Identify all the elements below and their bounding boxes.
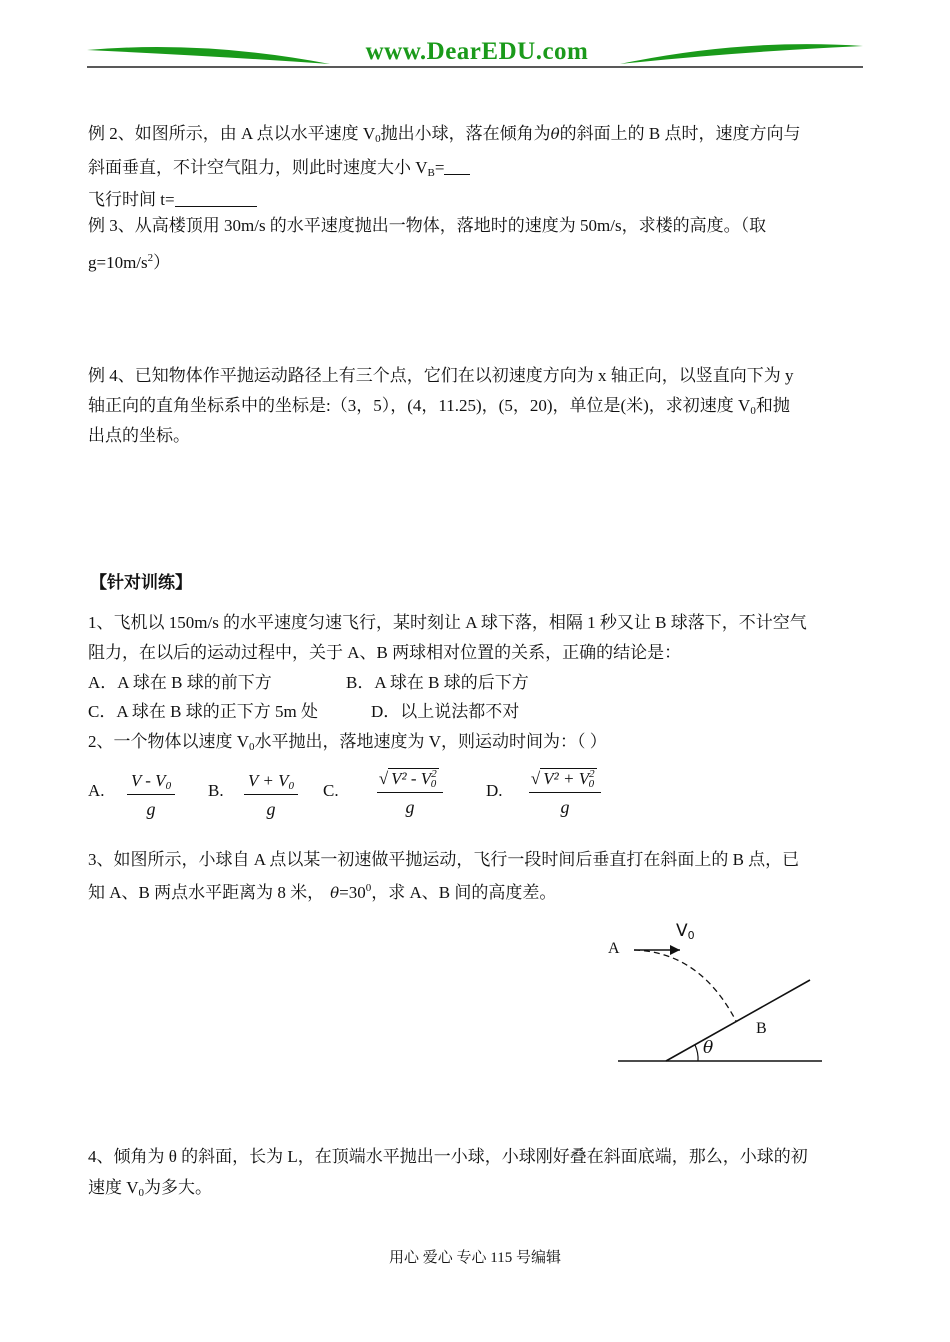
theta-symbol: θ — [330, 884, 340, 902]
ex2-text: 例 2、如图所示，由 A 点以水平速度 V — [88, 124, 376, 143]
q2-option-a-label[interactable]: A. — [88, 781, 105, 800]
angle-arc — [695, 1045, 698, 1061]
square-superscript: 2 — [147, 252, 154, 264]
ex3-text: g=10m/s — [88, 253, 148, 272]
ex2-text: 抛出小球，落在倾角为 — [380, 124, 551, 143]
left-swoosh — [87, 47, 330, 64]
ex2-line1 — [88, 122, 801, 151]
point-a-label: A — [608, 940, 620, 957]
arrow-head-icon — [670, 945, 680, 955]
v0-label: $V_0$ — [676, 921, 695, 942]
degree-superscript: 0 — [365, 882, 372, 894]
q2-option-c-label[interactable]: C. — [323, 781, 339, 800]
sqrt-icon: √ — [378, 769, 389, 788]
ex4-text: 轴正向的直角坐标系中的坐标是:（3，5），(4，11.25)，(5，20)，单位是(米)，求初速度 V — [88, 396, 751, 415]
q4-line1: 4、倾角为 θ 的斜面，长为 L，在顶端水平抛出一小球，小球刚好叠在斜面底端，那么，小球的初 — [88, 1147, 808, 1166]
fraction-denominator: g — [266, 799, 276, 819]
q4-line2 — [88, 1176, 212, 1205]
right-swoosh — [620, 44, 863, 64]
q3-text: ，求 A、B 间的高度差。 — [371, 883, 557, 902]
q3-line2 — [88, 876, 556, 905]
q1-line1: 1、飞机以 150m/s 的水平速度匀速飞行，某时刻让 A 球下落，相隔 1 秒又让 B 球落下，不计空气 — [88, 613, 807, 632]
fraction-numerator: V - $V_0$ — [127, 771, 175, 795]
fraction-numerator: $V + V_0$ — [244, 771, 298, 795]
ex4-line3: 出点的坐标。 — [88, 426, 190, 445]
ex3-text: ） — [153, 253, 171, 272]
q4-text: 速度 V — [88, 1178, 139, 1197]
ex4-line1: 例 4、已知物体作平抛运动路径上有三个点，它们在以初速度方向为 x 轴正向，以竖直向下为 y — [88, 366, 794, 385]
sqrt-icon: √ — [530, 769, 541, 788]
q2-option-b-label[interactable]: B. — [208, 781, 224, 800]
q1-option-d[interactable]: D．以上说法都不对 — [371, 702, 520, 721]
q1-line2: 阻力，在以后的运动过程中，关于 A、B 两球相对位置的关系，正确的结论是： — [88, 643, 682, 662]
vb-subscript: B — [427, 167, 435, 179]
point-b-label: B — [756, 1020, 767, 1037]
q1-option-b[interactable]: B．A 球在 B 球的后下方 — [346, 673, 529, 692]
q4-text: 为多大。 — [144, 1178, 213, 1197]
q2-option-d-label[interactable]: D. — [486, 781, 503, 800]
ex2-text: 飞行时间 t= — [88, 190, 175, 209]
theta-symbol: θ — [550, 125, 560, 143]
v0-subscript: 0 — [249, 741, 255, 753]
incline-figure-svg — [600, 918, 830, 1068]
q2-text: 2、一个物体以速度 V — [88, 732, 250, 751]
trajectory-curve — [634, 950, 736, 1021]
q2-option-a-fraction[interactable] — [118, 771, 184, 820]
answer-blank[interactable] — [444, 158, 470, 175]
site-name: www.DearEDU.com — [365, 38, 589, 65]
angle-theta-label: θ — [703, 1038, 714, 1058]
q1-option-a[interactable]: A．A 球在 B 球的前下方 — [88, 673, 272, 692]
q3-text: =30 — [339, 883, 366, 902]
ex4-line2 — [88, 394, 790, 423]
ex2-text: 斜面垂直，不计空气阻力，则此时速度大小 V — [88, 158, 428, 177]
q2-text: 水平抛出，落地速度为 V，则运动时间为：（ ） — [254, 732, 607, 751]
v0-subscript: 0 — [138, 1187, 145, 1199]
v0-subscript: 0 — [375, 133, 381, 145]
ex2-text: 的斜面上的 B 点时，速度方向与 — [559, 124, 801, 143]
q2-option-d-fraction[interactable] — [518, 768, 612, 818]
training-heading: 【针对训练】 — [90, 573, 192, 593]
fraction-numerator: √ $V^2 + V^2_0$ — [529, 768, 601, 793]
q2-option-c-fraction[interactable] — [364, 768, 456, 818]
header-banner — [85, 38, 865, 72]
q2-option-b-fraction[interactable] — [238, 771, 304, 820]
fraction-denominator: g — [560, 797, 570, 817]
incline-diagram — [600, 918, 830, 1068]
ex3-line1: 例 3、从高楼顶用 30m/s 的水平速度抛出一物体，落地时的速度为 50m/s，求楼的高度。（取 — [88, 216, 767, 235]
ex2-line2 — [88, 156, 470, 185]
ex2-text: = — [434, 158, 445, 177]
ex2-line3 — [88, 188, 257, 212]
ex4-text: 和抛 — [755, 396, 790, 415]
fraction-denominator: g — [146, 799, 156, 819]
q2-line1 — [88, 730, 607, 759]
ex3-line2 — [88, 246, 170, 275]
answer-blank[interactable] — [175, 190, 257, 207]
fraction-denominator: g — [405, 797, 415, 817]
page-footer: 用心 爱心 专心 115 号编辑 — [389, 1250, 561, 1266]
q3-line1: 3、如图所示，小球自 A 点以某一初速做平抛运动，飞行一段时间后垂直打在斜面上的 B 点，已 — [88, 850, 800, 869]
q1-option-c[interactable]: C．A 球在 B 球的正下方 5m 处 — [88, 702, 318, 721]
q3-text: 知 A、B 两点水平距离为 8 米， — [88, 883, 325, 902]
fraction-numerator: √ $V^2 - V^2_0$ — [377, 768, 443, 793]
v0-subscript: 0 — [750, 405, 756, 417]
incline-line — [666, 980, 810, 1061]
